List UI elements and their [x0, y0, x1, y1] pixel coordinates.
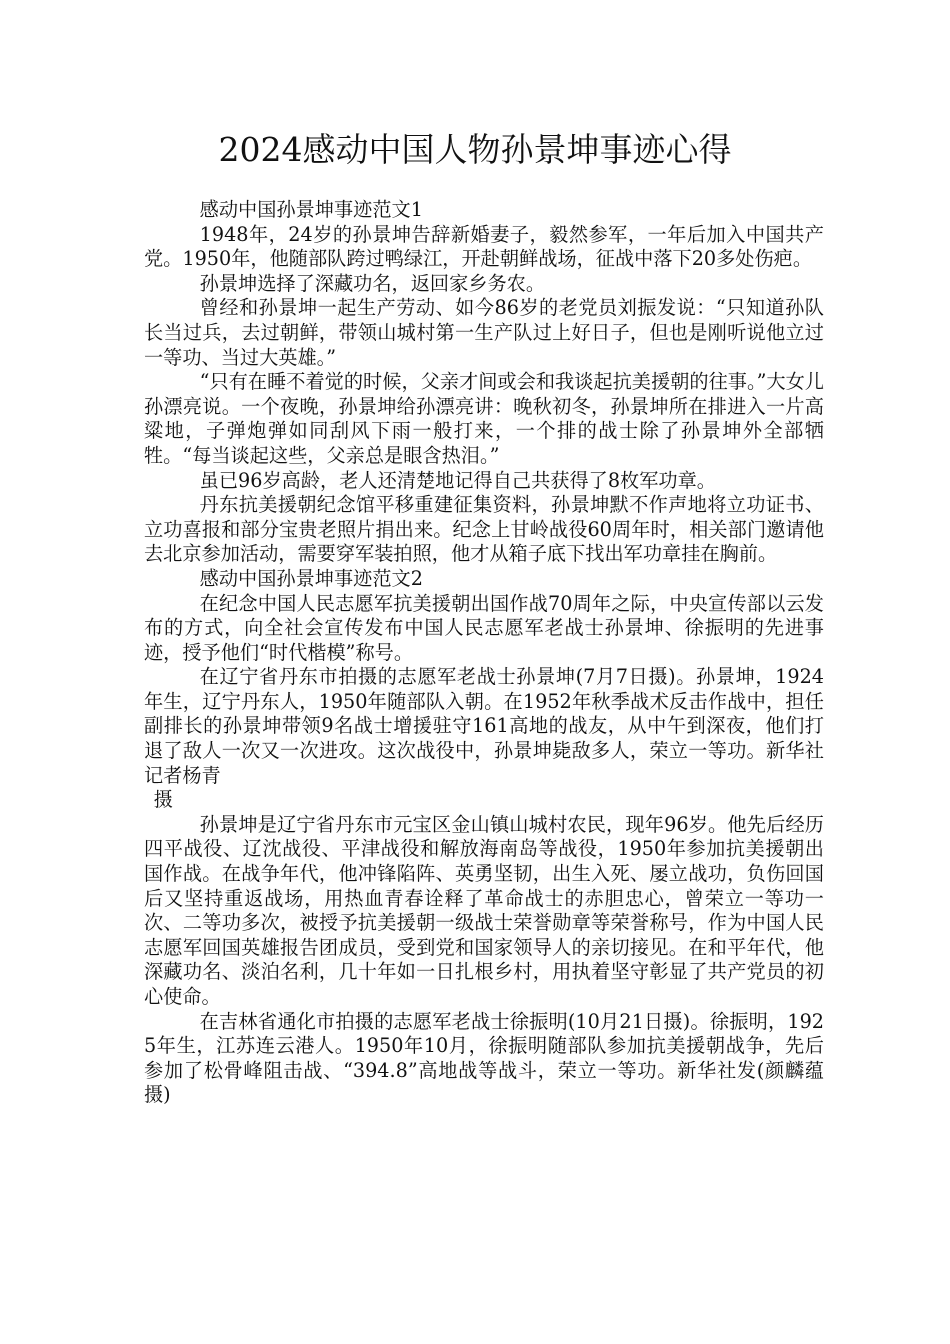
paragraph: 在纪念中国人民志愿军抗美援朝出国作战70周年之际，中央宣传部以云发布的方式，向全社会宣传发布中国人民志愿军老战士孙景坤、徐振明的先进事迹，授予他们“时代楷模”称号。: [144, 591, 824, 664]
photo-credit-tail: 摄: [153, 788, 173, 812]
section-heading-1: 感动中国孙景坤事迹范文1: [199, 198, 423, 221]
paragraph: 1948年，24岁的孙景坤告辞新婚妻子，毅然参军，一年后加入中国共产党。1950年，他随部队跨过鸭绿江，开赴朝鲜战场，征战中落下20多处伤疤。: [144, 222, 824, 271]
document-body: [144, 198, 824, 1108]
section-heading-2: 感动中国孙景坤事迹范文2: [199, 566, 423, 590]
document-title: 2024感动中国人物孙景坤事迹心得: [218, 130, 732, 169]
paragraph: 在吉林省通化市拍摄的志愿军老战士徐振明(10月21日摄)。徐振明，1925年生，江苏连云港人。1950年10月，徐振明随部队参加抗美援朝战争，先后参加了松骨峰阻击战、“394.8”高地战等战斗，荣立一等功。新华社发(颜麟蕴摄): [144, 1009, 824, 1107]
paragraph: 丹东抗美援朝纪念馆平移重建征集资料，孙景坤默不作声地将立功证书、立功喜报和部分宝贵老照片捐出来。纪念上甘岭战役60周年时，相关部门邀请他去北京参加活动，需要穿军装拍照，他才从箱子底下找出军功章挂在胸前。: [144, 493, 824, 566]
paragraph: 在辽宁省丹东市拍摄的志愿军老战士孙景坤(7月7日摄)。孙景坤，1924年生，辽宁丹东人，1950年随部队入朝。在1952年秋季战术反击作战中，担任副排长的孙景坤带领9名战士增援驻守161高地的战友，从中午到深夜，他们打退了敌人一次又一次进攻。这次战役中，孙景坤毙敌多人，荣立一等功。新华社记者杨青: [144, 665, 824, 787]
paragraph: “只有在睡不着觉的时候，父亲才间或会和我谈起抗美援朝的往事。”大女儿孙漂亮说。一个夜晚，孙景坤给孙漂亮讲：晚秋初冬，孙景坤所在排进入一片高粱地，子弹炮弹如同刮风下雨一般打来，一个排的战士除了孙景坤外全部牺牲。“每当谈起这些，父亲总是眼含热泪。”: [144, 370, 824, 467]
paragraph: 孙景坤是辽宁省丹东市元宝区金山镇山城村农民，现年96岁。他先后经历四平战役、辽沈战役、平津战役和解放海南岛等战役，1950年参加抗美援朝出国作战。在战争年代，他冲锋陷阵、英勇坚韧，出生入死、屡立战功，负伤回国后又坚持重返战场，用热血青春诠释了革命战士的赤胆忠心，曾荣立一等功一次、二等功多次，被授予抗美援朝一级战士荣誉勋章等荣誉称号，作为中国人民志愿军回国英雄报告团成员，受到党和国家领导人的亲切接见。在和平年代，他深藏功名、淡泊名利，几十年如一日扎根乡村，用执着坚守彰显了共产党员的初心使命。: [144, 812, 824, 1008]
paragraph: 孙景坤选择了深藏功名，返回家乡务农。: [199, 271, 546, 295]
paragraph: 虽已96岁高龄，老人还清楚地记得自己共获得了8枚军功章。: [199, 468, 716, 492]
paragraph: 曾经和孙景坤一起生产劳动、如今86岁的老党员刘振发说：“只知道孙队长当过兵，去过朝鲜，带领山城村第一生产队过上好日子，但也是刚听说他立过一等功、当过大英雄。”: [144, 296, 824, 369]
